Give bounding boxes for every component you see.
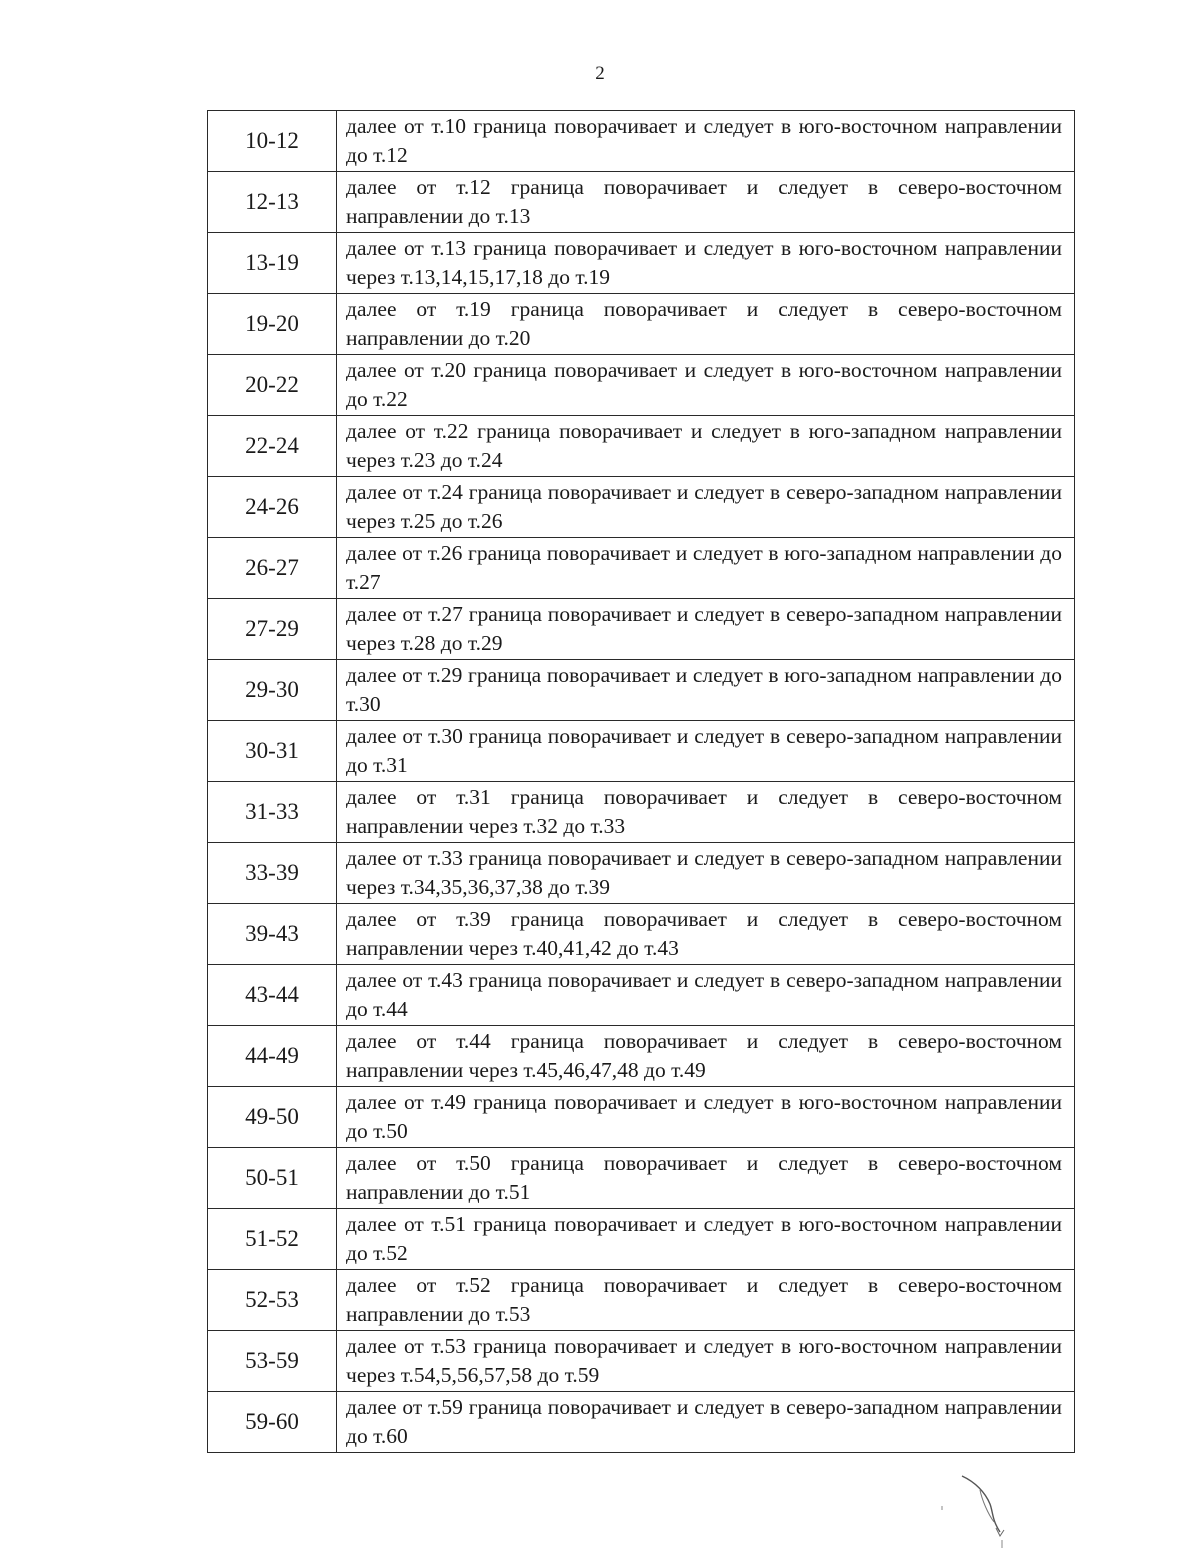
table-row (208, 660, 1075, 721)
segment-description: далее от т.24 граница поворачивает и следует в северо-западном направлении через т.25 до т.26 (337, 477, 1075, 538)
segment-description: далее от т.31 граница поворачивает и следует в северо-восточном направлении через т.32 до т.33 (337, 782, 1075, 843)
segment-description: далее от т.13 граница поворачивает и следует в юго-восточном направлении через т.13,14,15,17,18 до т.19 (337, 233, 1075, 294)
table-row (208, 843, 1075, 904)
segment-range: 49-50 (208, 1087, 337, 1148)
table-row (208, 1026, 1075, 1087)
segment-description: далее от т.49 граница поворачивает и следует в юго-восточном направлении до т.50 (337, 1087, 1075, 1148)
table-row (208, 294, 1075, 355)
segments-table-body (208, 111, 1075, 1453)
segment-description: далее от т.12 граница поворачивает и следует в северо-восточном направлении до т.13 (337, 172, 1075, 233)
segment-range: 22-24 (208, 416, 337, 477)
table-row (208, 904, 1075, 965)
segment-description: далее от т.27 граница поворачивает и следует в северо-западном направлении через т.28 до т.29 (337, 599, 1075, 660)
segment-range: 31-33 (208, 782, 337, 843)
boundary-segments-table (207, 110, 1075, 1453)
segment-range: 53-59 (208, 1331, 337, 1392)
segment-description: далее от т.29 граница поворачивает и следует в юго-западном направлении до т.30 (337, 660, 1075, 721)
table-row (208, 1270, 1075, 1331)
segment-range: 51-52 (208, 1209, 337, 1270)
segment-range: 13-19 (208, 233, 337, 294)
segment-description: далее от т.43 граница поворачивает и следует в северо-западном направлении до т.44 (337, 965, 1075, 1026)
segment-range: 29-30 (208, 660, 337, 721)
segment-range: 33-39 (208, 843, 337, 904)
segment-description: далее от т.50 граница поворачивает и следует в северо-восточном направлении до т.51 (337, 1148, 1075, 1209)
segment-description: далее от т.53 граница поворачивает и следует в юго-восточном направлении через т.54,5,56,57,58 до т.59 (337, 1331, 1075, 1392)
segment-description: далее от т.33 граница поворачивает и следует в северо-западном направлении через т.34,35,36,37,38 до т.39 (337, 843, 1075, 904)
segment-range: 27-29 (208, 599, 337, 660)
table-row (208, 1148, 1075, 1209)
segment-range: 44-49 (208, 1026, 337, 1087)
table-row (208, 355, 1075, 416)
table-row (208, 721, 1075, 782)
segment-range: 26-27 (208, 538, 337, 599)
table-row (208, 782, 1075, 843)
segment-description: далее от т.19 граница поворачивает и следует в северо-восточном направлении до т.20 (337, 294, 1075, 355)
segment-range: 52-53 (208, 1270, 337, 1331)
segment-description: далее от т.52 граница поворачивает и следует в северо-восточном направлении до т.53 (337, 1270, 1075, 1331)
segment-range: 12-13 (208, 172, 337, 233)
segment-description: далее от т.26 граница поворачивает и следует в юго-западном направлении до т.27 (337, 538, 1075, 599)
table-row (208, 172, 1075, 233)
segment-description: далее от т.20 граница поворачивает и следует в юго-восточном направлении до т.22 (337, 355, 1075, 416)
segment-range: 20-22 (208, 355, 337, 416)
segment-range: 24-26 (208, 477, 337, 538)
segment-description: далее от т.51 граница поворачивает и следует в юго-восточном направлении до т.52 (337, 1209, 1075, 1270)
table-row (208, 477, 1075, 538)
table-row (208, 599, 1075, 660)
page-number: 2 (595, 63, 605, 84)
segment-description: далее от т.59 граница поворачивает и следует в северо-западном направлении до т.60 (337, 1392, 1075, 1453)
segment-range: 43-44 (208, 965, 337, 1026)
segment-description: далее от т.22 граница поворачивает и следует в юго-западном направлении через т.23 до т.24 (337, 416, 1075, 477)
segment-range: 59-60 (208, 1392, 337, 1453)
handwritten-mark (930, 1470, 1030, 1550)
table-row (208, 1331, 1075, 1392)
segment-description: далее от т.44 граница поворачивает и следует в северо-восточном направлении через т.45,46,47,48 до т.49 (337, 1026, 1075, 1087)
table-row (208, 111, 1075, 172)
segment-description: далее от т.30 граница поворачивает и следует в северо-западном направлении до т.31 (337, 721, 1075, 782)
segment-range: 19-20 (208, 294, 337, 355)
table-row (208, 965, 1075, 1026)
table-row (208, 538, 1075, 599)
table-row (208, 233, 1075, 294)
segment-description: далее от т.10 граница поворачивает и следует в юго-восточном направлении до т.12 (337, 111, 1075, 172)
segment-range: 39-43 (208, 904, 337, 965)
segment-range: 30-31 (208, 721, 337, 782)
table-row (208, 1392, 1075, 1453)
segment-range: 50-51 (208, 1148, 337, 1209)
segment-range: 10-12 (208, 111, 337, 172)
table-row (208, 416, 1075, 477)
table-row (208, 1209, 1075, 1270)
segment-description: далее от т.39 граница поворачивает и следует в северо-восточном направлении через т.40,41,42 до т.43 (337, 904, 1075, 965)
table-row (208, 1087, 1075, 1148)
